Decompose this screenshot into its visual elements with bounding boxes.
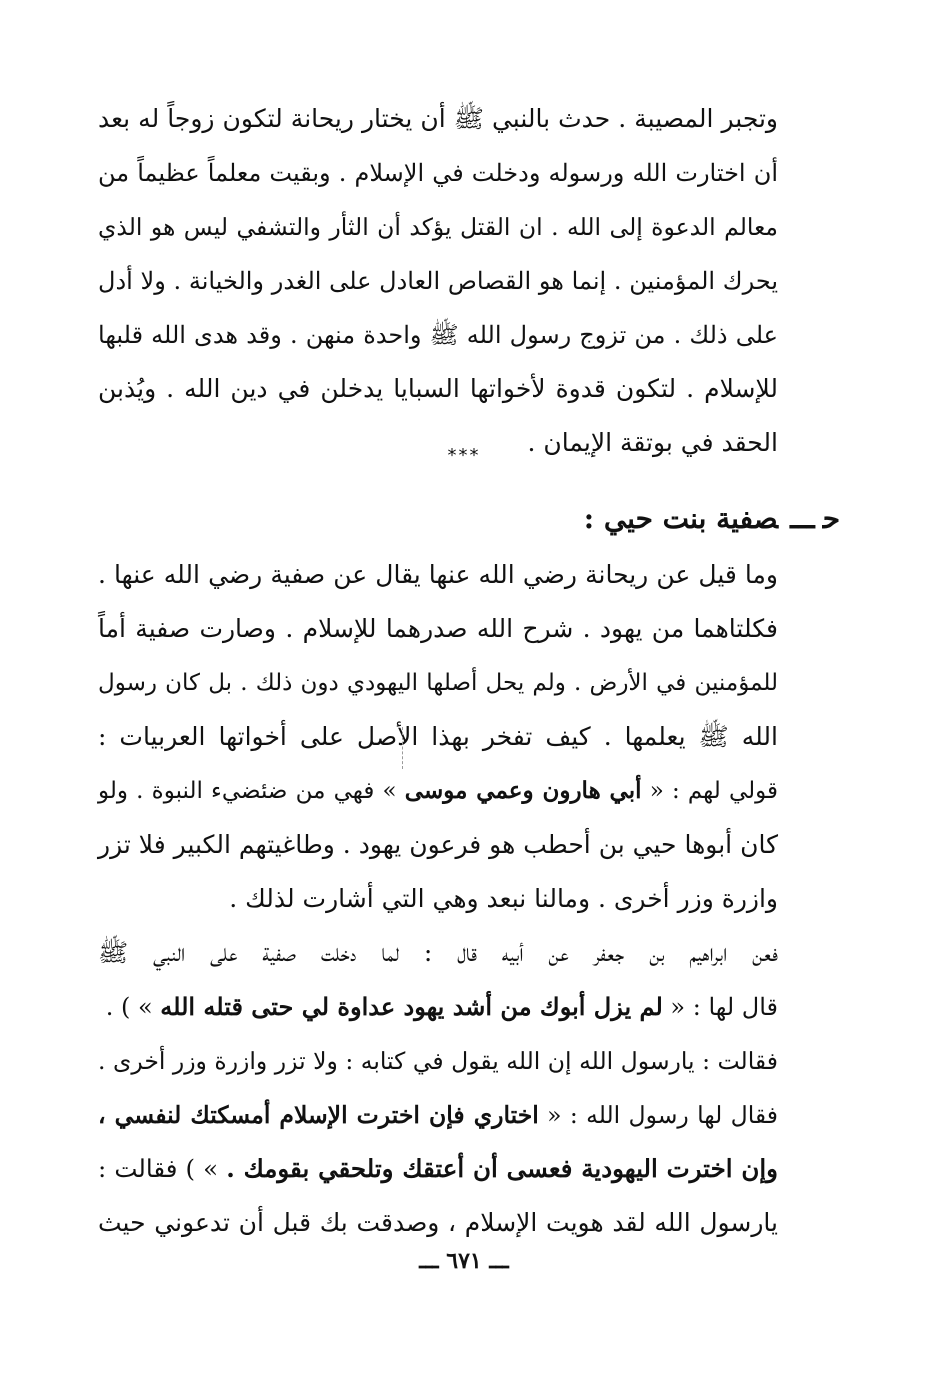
text-line: الحقد في بوتقة الإيمان . [527, 428, 778, 457]
quote-suffix: » ) فقالت : [98, 1154, 227, 1183]
text-line: وتجبر المصيبة . حدث بالنبي ﷺ أن يختار ريحانة لتكون زوجاً له بعد [98, 104, 778, 133]
text-line: فعن ابراهيم بن جعفر عن أبيه قال : لما دخلت صفية على النبي ﷺ [98, 938, 778, 967]
quote-prefix: قال لها : « [662, 993, 778, 1021]
section-dash: ـــ [790, 502, 815, 535]
text-line: وما قيل عن ريحانة رضي الله عنها يقال عن صفية رضي الله عنها . [98, 560, 778, 589]
quote-bold: لم يزل أبوك من أشد يهود عداوة لي حتى قتله الله [160, 992, 663, 1021]
text-line: معالم الدعوة إلى الله . ان القتل يؤكد أن الثأر والتشفي ليس هو الذي [98, 213, 778, 241]
paragraph-ryhana-marriage [98, 92, 778, 470]
quote-bold: وإن اخترت اليهودية فعسى أن أعتقك وتلحقي بقومك . [226, 1154, 778, 1183]
text-line-quote [98, 1088, 778, 1142]
page-number: ـــ ٦٧١ ـــ [419, 1248, 509, 1274]
text-line: على ذلك . من تزوج رسول الله ﷺ واحدة منهن . وقد هدى الله قلبها [98, 321, 778, 349]
text-line: وازرة وزر أخرى . ومالنا نبعد وهي التي أشارت لذلك . [229, 884, 778, 913]
section-title: صفية بنت حيي : [583, 502, 779, 535]
text-line: فقالت : يارسول الله إن الله يقول في كتابه : ولا تزر وازرة وزر أخرى . [98, 1047, 778, 1075]
quote-bold: أبي هارون وعمي موسى [404, 777, 642, 804]
section-letter: ح [822, 502, 840, 535]
quote-bold: اختاري فإن اخترت الإسلام أمسكتك لنفسي ، [98, 1101, 539, 1129]
text-line: للإسلام . لتكون قدوة لأخواتها السبايا يدخلن في دين الله . ويُذبن [98, 374, 778, 403]
text-line-quote [98, 1142, 778, 1196]
text-line: يحرك المؤمنين . إنما هو القصاص العادل على الغدر والخيانة . ولا أدل [98, 267, 778, 295]
text-line: أن اختارت الله ورسوله ودخلت في الإسلام . وبقيت معلماً عظيماً من [98, 159, 778, 187]
text-line: فكلتاهما من يهود . شرح الله صدرهما للإسلام . وصارت صفية أماً [98, 614, 778, 643]
margin-mark [402, 727, 404, 769]
section-separator: *** [447, 445, 481, 466]
text-line-quote [98, 764, 778, 818]
text-line: كان أبوها حيي بن أحطب هو فرعون يهود . وطاغيتهم الكبير فلا تزر [98, 830, 778, 859]
text-line: الله ﷺ يعلمها . كيف تفخر بهذا الأصل على أخواتها العربيات : [98, 722, 778, 751]
quote-prefix: قولي لهم : « [641, 778, 779, 804]
text-line: يارسول الله لقد هويت الإسلام ، وصدقت بك قبل أن تدعوني حيث [98, 1208, 779, 1237]
text-line-quote [98, 980, 778, 1034]
text-line: للمؤمنين في الأرض . ولم يحل أصلها اليهودي دون ذلك . بل كان رسول [98, 670, 778, 696]
paragraph-safiyya [98, 548, 778, 1250]
section-heading [584, 502, 840, 535]
quote-suffix: » ) . [105, 993, 161, 1021]
quote-prefix: فقال لها رسول الله : « [538, 1101, 778, 1129]
quote-suffix: » فهي من ضئضيء النبوة . ولو [98, 778, 405, 804]
